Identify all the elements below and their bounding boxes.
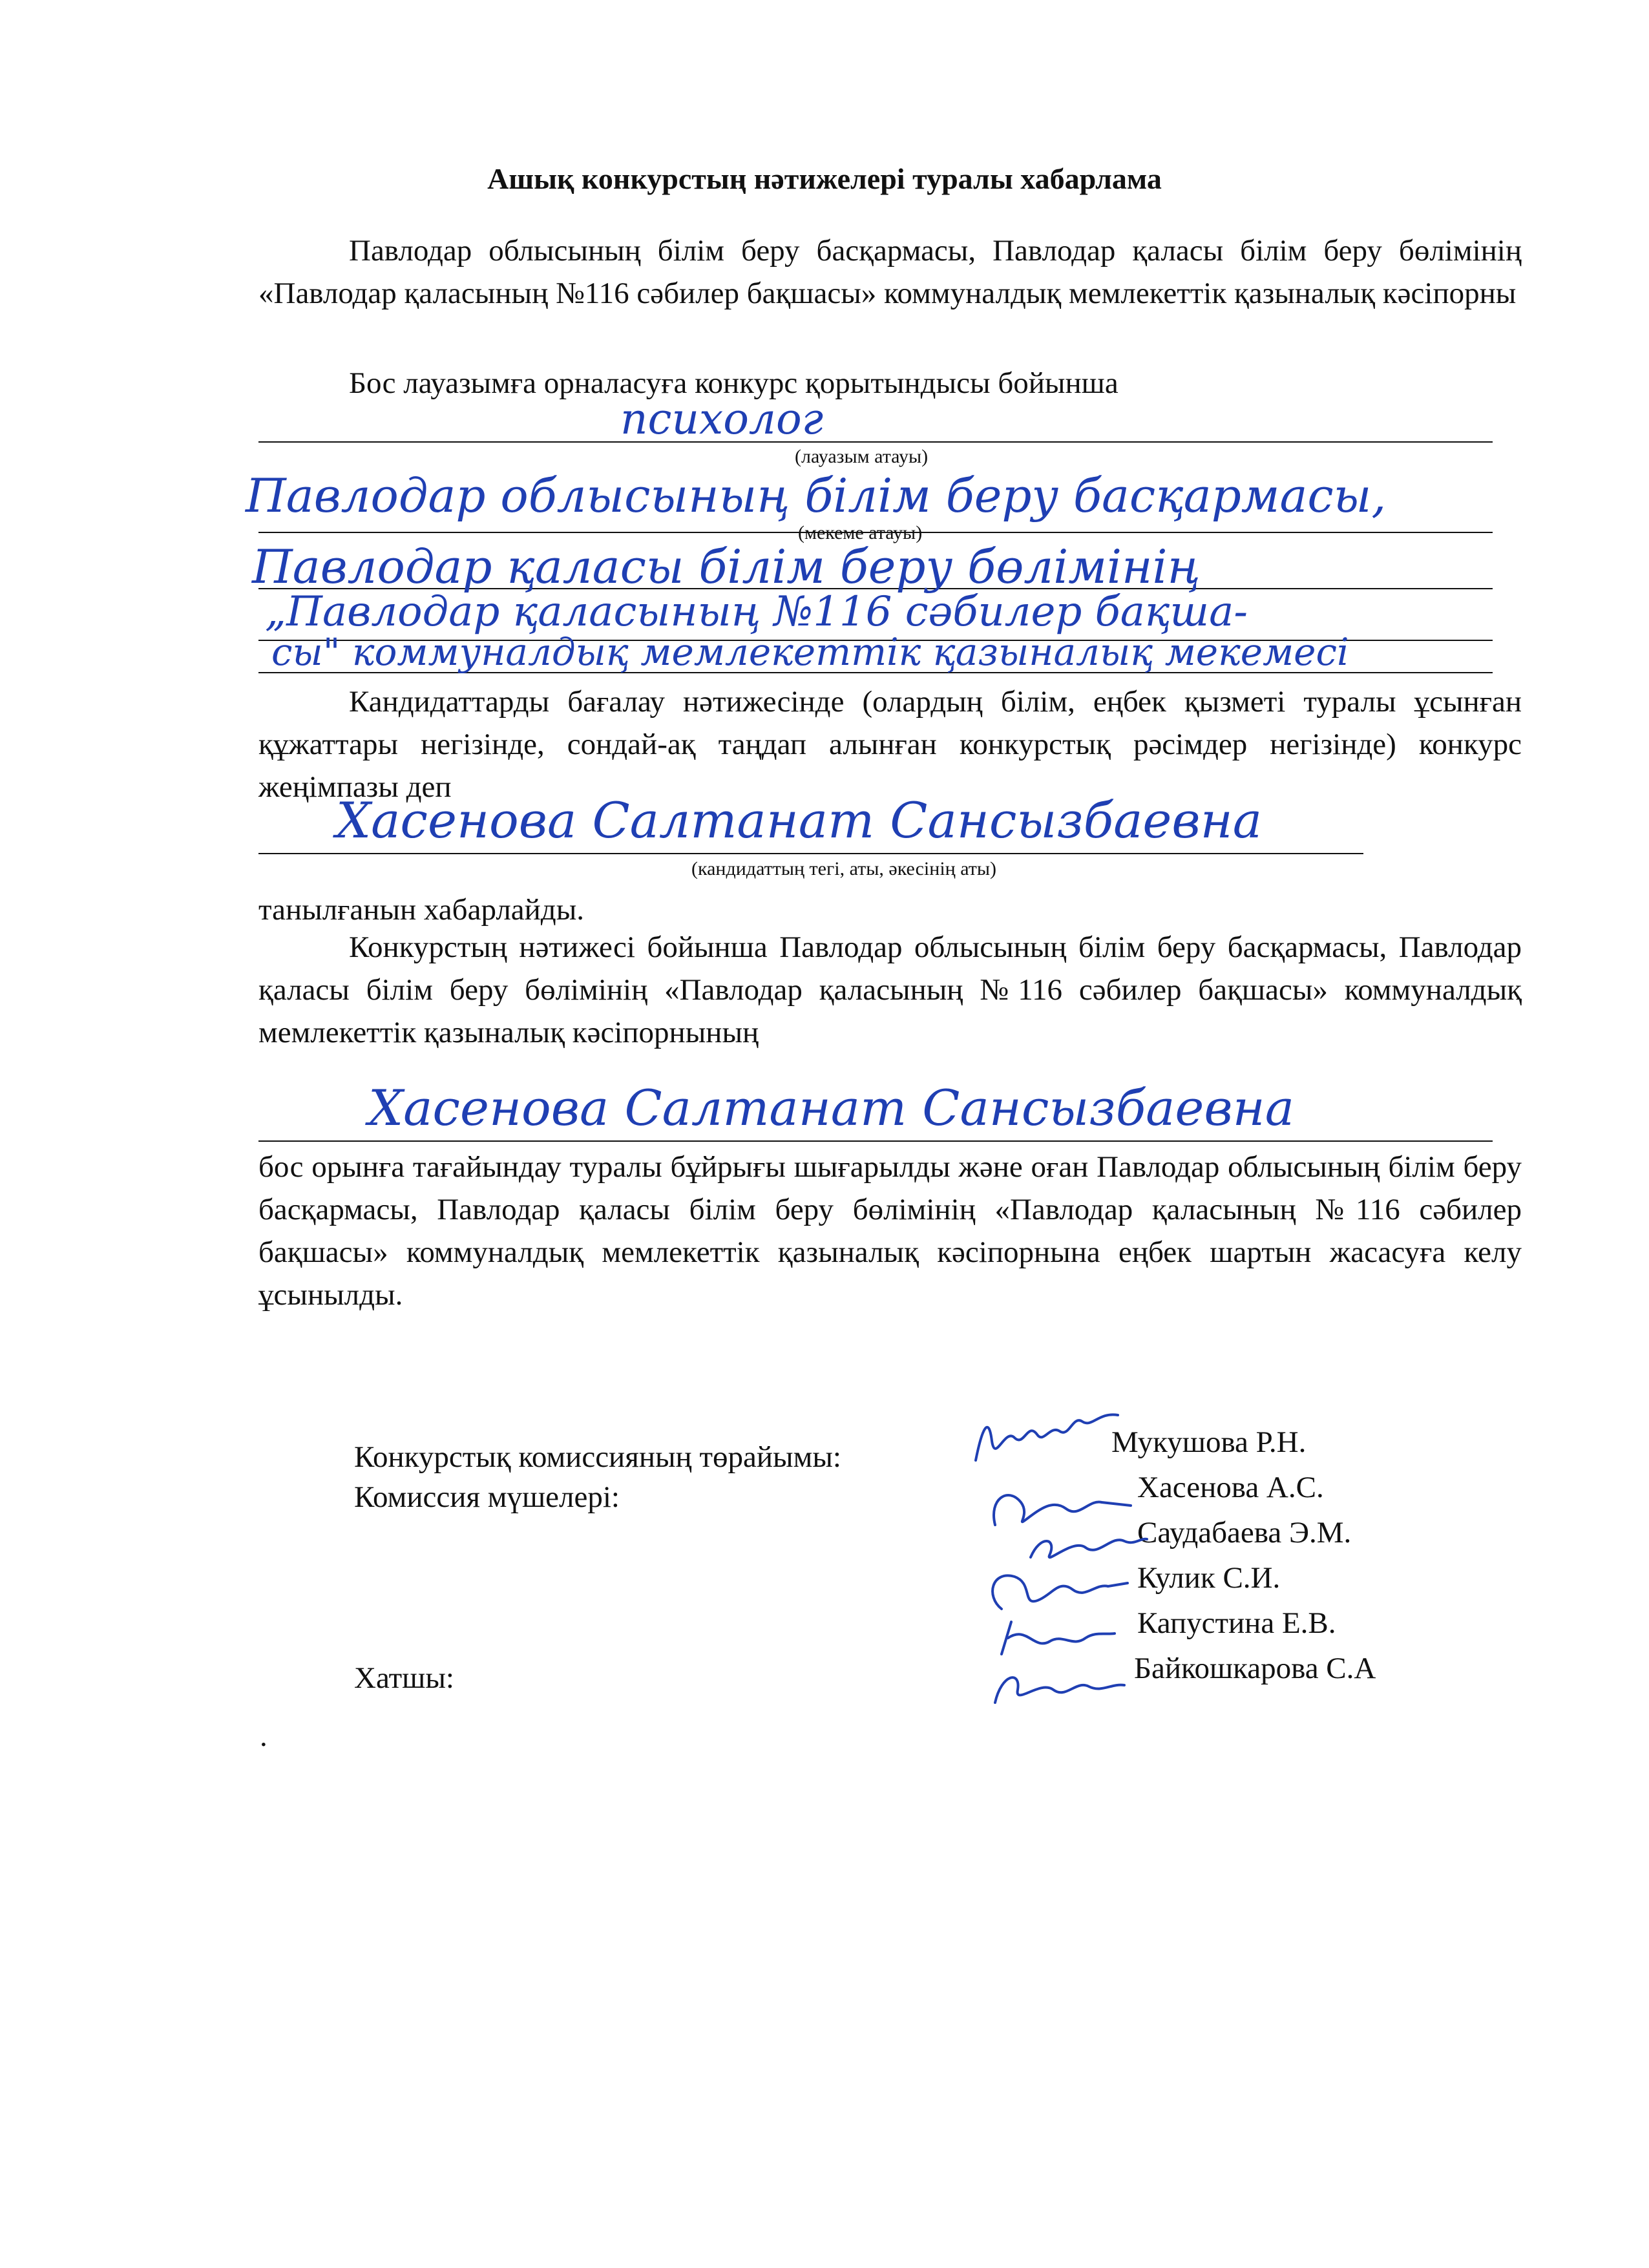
organization-caption: (мекеме атауы) bbox=[798, 522, 923, 543]
members-label: Комиссия мүшелері: bbox=[354, 1480, 620, 1514]
winner-repeat-underline bbox=[258, 1140, 1493, 1142]
winner-underline bbox=[258, 853, 1363, 854]
contest-line: Бос лауазымға орналасуға конкурс қорытындысы бойынша bbox=[349, 366, 1119, 400]
signatory-name-6: Байкошкарова С.А bbox=[1134, 1652, 1376, 1685]
signatory-name-2: Хасенова А.С. bbox=[1137, 1471, 1324, 1504]
organization-handwritten-line-1: Павлодар облысының білім беру басқармасы, bbox=[246, 468, 1387, 523]
organization-handwritten-line-4: сы" коммуналдық мемлекеттік қазыналық мекемесі bbox=[271, 630, 1349, 674]
signatory-name-1: Мукушова Р.Н. bbox=[1111, 1425, 1307, 1459]
result-paragraph: Конкурстың нәтижесі бойынша Павлодар облысының білім беру басқармасы, Павлодар қаласы білім беру бөлімінің «Павлодар қаласының №116 сәбилер бақшасы» коммуналдық мемлекеттік қазыналық кәсіпорнының bbox=[258, 930, 1522, 1049]
signatory-name-4: Кулик С.И. bbox=[1137, 1561, 1281, 1595]
position-handwritten: психолог bbox=[620, 394, 824, 444]
signatory-name-5: Капустина Е.В. bbox=[1137, 1606, 1336, 1640]
organization-handwritten-line-2: Павлодар қаласы білім беру бөлімінің bbox=[252, 540, 1201, 594]
intro-paragraph: Павлодар облысының білім беру басқармасы, Павлодар қаласы білім беру бөлімінің «Павлодар қаласының №116 сәбилер бақшасы» коммуналдық мемлекеттік қазыналық кәсіпорны bbox=[258, 234, 1522, 310]
signature-member-3-icon bbox=[982, 1564, 1131, 1622]
position-caption: (лауазым атауы) bbox=[795, 446, 929, 467]
signature-chair-icon bbox=[969, 1402, 1124, 1473]
winner-handwritten: Хасенова Салтанат Сансызбаевна bbox=[336, 792, 1263, 849]
announced-line: танылғанын хабарлайды. bbox=[258, 893, 585, 927]
document-title: Ашық конкурстың нәтижелері туралы хабарлама bbox=[487, 162, 1162, 195]
evaluation-paragraph: Кандидаттарды бағалау нәтижесінде (олардың білім, еңбек қызметі туралы ұсынған құжаттары негізінде, сондай-ақ таңдап алынған конкурстық рәсімдер негізінде) конкурс жеңімпазы деп bbox=[258, 685, 1522, 804]
organization-handwritten-line-3: „Павлодар қаласының №116 сәбилер бақша- bbox=[265, 588, 1248, 636]
winner-caption: (кандидаттың тегі, аты, әкесінің аты) bbox=[691, 858, 997, 879]
chair-label: Конкурстық комиссияның төрайымы: bbox=[354, 1440, 841, 1474]
bottom-mark: . bbox=[260, 1719, 268, 1753]
order-paragraph: бос орынға тағайындау туралы бұйрығы шығарылды және оған Павлодар облысының білім беру басқармасы, Павлодар қаласы білім беру бөлімінің «Павлодар қаласының №116 сәбилер бақшасы» коммуналдық мемлекеттік қазыналық кәсіпорнына еңбек шартын жасасуға келу ұсынылды. bbox=[258, 1150, 1522, 1312]
signature-secretary-icon bbox=[985, 1661, 1128, 1712]
position-underline bbox=[258, 441, 1493, 443]
winner-repeat-handwritten: Хасенова Салтанат Сансызбаевна bbox=[368, 1079, 1295, 1137]
secretary-label: Хатшы: bbox=[354, 1661, 454, 1695]
signatory-name-3: Саудабаева Э.М. bbox=[1137, 1516, 1352, 1549]
signature-member-4-icon bbox=[989, 1615, 1118, 1667]
